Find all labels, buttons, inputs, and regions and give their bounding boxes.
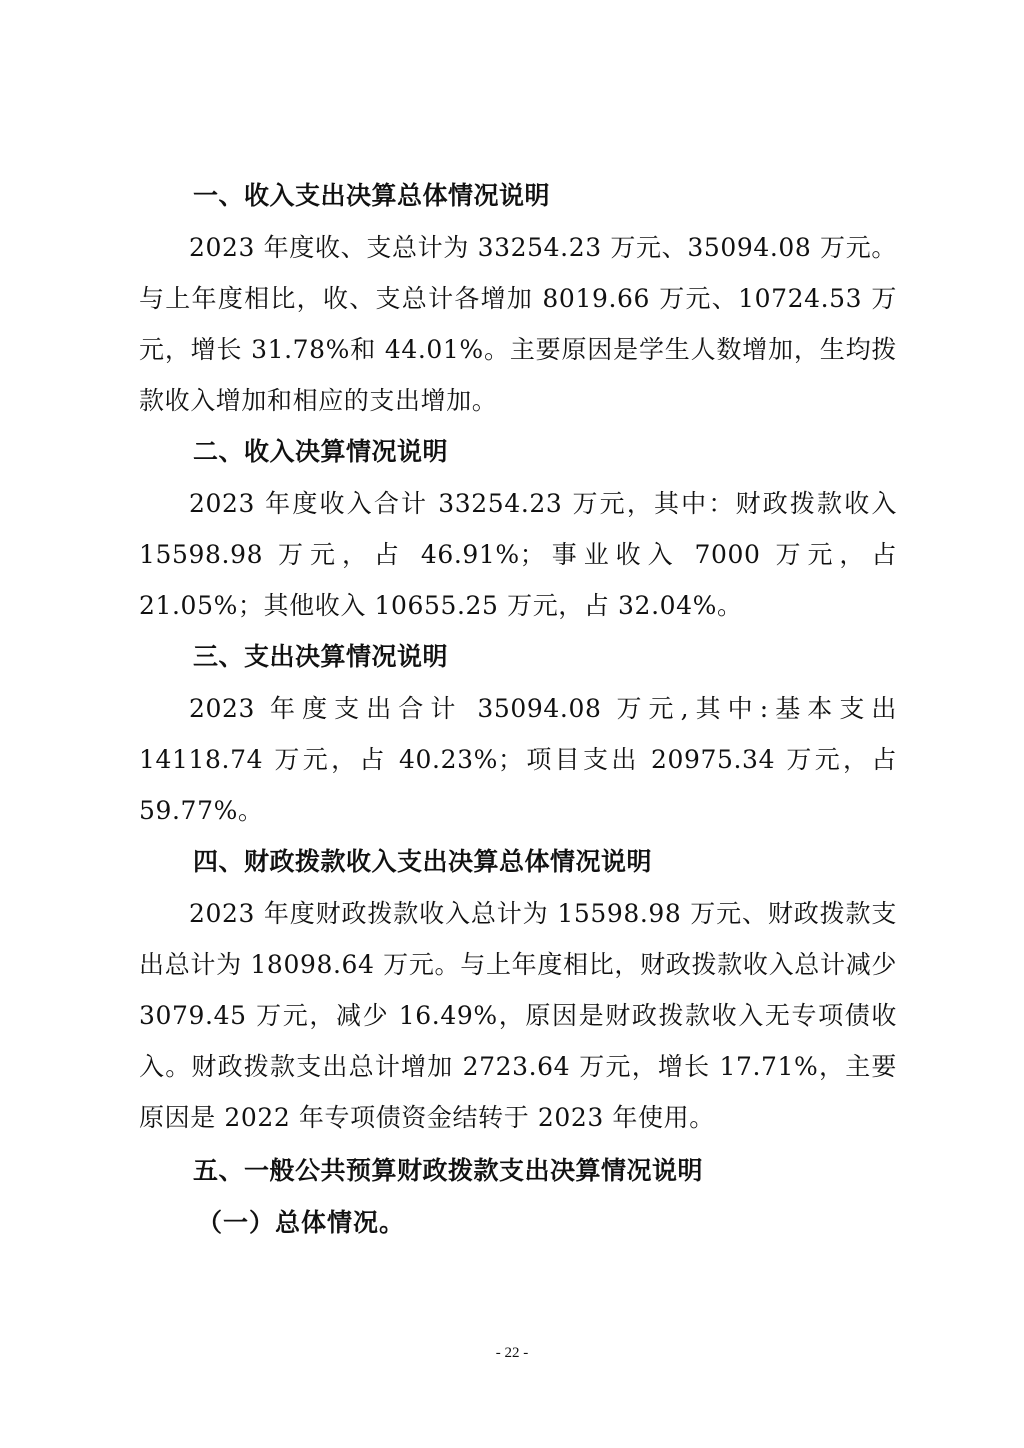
section-heading-4: 四、财政拨款收入支出决算总体情况说明: [193, 847, 653, 876]
section-paragraph-1: 2023 年度收、支总计为 33254.23 万元、35094.08 万元。与上年度相比，收、支总计各增加 8019.66 万元、10724.53 万元，增长 31.78%和 44.01%。主要原因是学生人数增加，生均拨款收入增加和相应的支出增加。: [139, 233, 897, 415]
section-paragraph-4: 2023 年度财政拨款收入总计为 15598.98 万元、财政拨款支出总计为 18098.64 万元。与上年度相比，财政拨款收入总计减少 3079.45 万元，减少 16.49%，原因是财政拨款收入无专项债收入。财政拨款支出总计增加 2723.64 万元，增长 17.71%，主要原因是 2022 年专项债资金结转于 2023 年使用。: [139, 899, 897, 1132]
section-paragraph-3: 2023 年度支出合计 35094.08 万元,其中:基本支出 14118.74 万元，占 40.23%；项目支出 20975.34 万元，占 59.77%。: [139, 694, 897, 825]
subsection-heading: （一）总体情况。: [197, 1208, 406, 1237]
section-heading-2: 二、收入决算情况说明: [193, 437, 449, 466]
section-heading-1: 一、收入支出决算总体情况说明: [193, 181, 551, 210]
document-body: [139, 170, 897, 1249]
section-heading-3: 三、支出决算情况说明: [193, 642, 449, 671]
page-number: - 22 -: [495, 1345, 529, 1361]
section-heading-5: 五、一般公共预算财政拨款支出决算情况说明: [193, 1156, 704, 1185]
section-paragraph-2: 2023 年度收入合计 33254.23 万元，其中：财政拨款收入 15598.98 万元，占 46.91%；事业收入 7000 万元，占 21.05%；其他收入 10655.25 万元，占 32.04%。: [139, 489, 897, 620]
